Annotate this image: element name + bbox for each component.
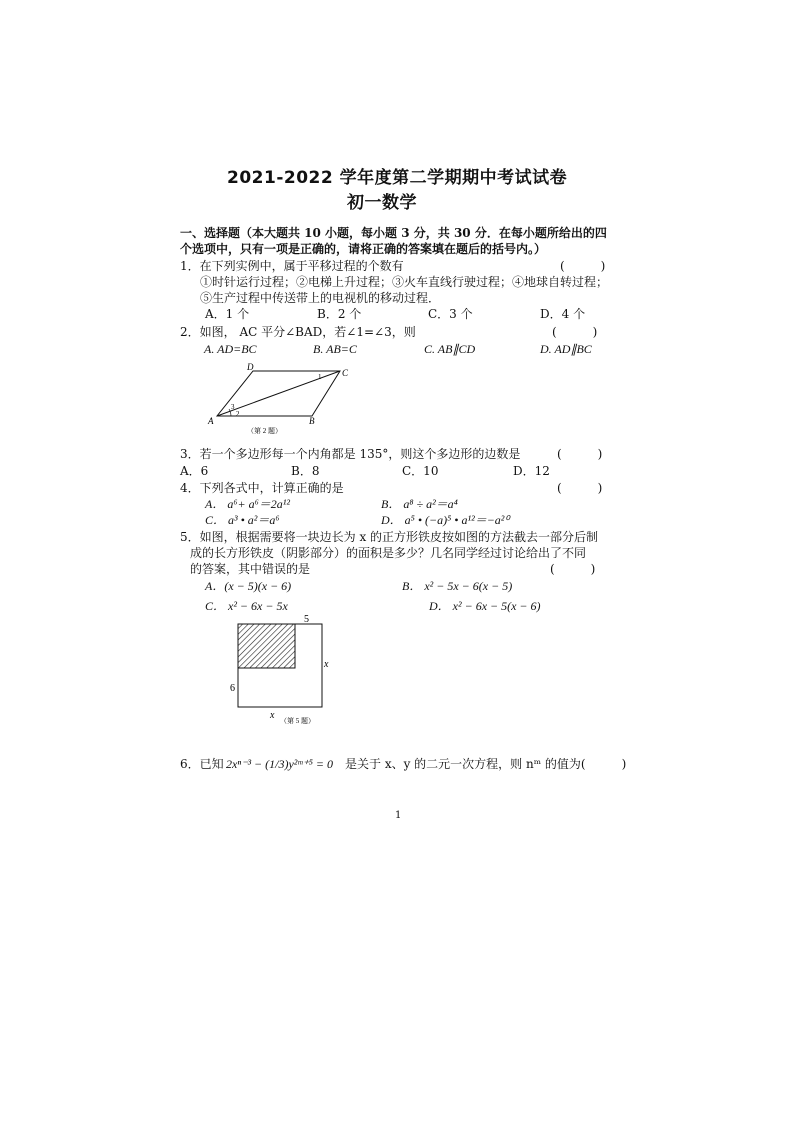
q4-answer-paren: ( ) — [557, 481, 603, 495]
q3-stem: 3．若一个多边形每一个内角都是 135°，则这个多边形的边数是 — [180, 447, 521, 461]
q5-option-d: D． x² − 6x − 5(x − 6) — [429, 599, 541, 613]
q1-option-b: B．2 个 — [317, 307, 362, 321]
q1-option-a: A．1 个 — [205, 307, 250, 321]
label-6: 6 — [230, 683, 235, 694]
q2-figure-caption: （第 2 题） — [247, 427, 282, 435]
q2-answer-paren: ( ) — [552, 325, 598, 339]
q2-parallelogram-figure — [205, 362, 355, 437]
label-angle-2: 2 — [236, 410, 240, 418]
q3-option-d: D．12 — [513, 464, 550, 478]
q2-stem: 2．如图， AC 平分∠BAD，若∠1=∠3，则 — [180, 325, 416, 339]
q2-option-b: B. AB=C — [313, 342, 357, 356]
q4-option-c: C． a³ • a²＝a⁶ — [205, 513, 280, 527]
label-angle-3: 3 — [231, 403, 235, 411]
label-angle-1: 1 — [318, 373, 322, 381]
q4-option-d: D． a⁵ • (−a)⁵ • a¹²＝−a²⁰ — [381, 513, 510, 527]
q6-stem-suffix: 是关于 x、y 的二元一次方程，则 nᵐ 的值为( ) — [345, 757, 627, 771]
page-number: 1 — [395, 810, 402, 821]
q6-stem-prefix: 6．已知 — [180, 757, 224, 771]
label-b: B — [309, 416, 315, 426]
q3-option-a: A．6 — [180, 464, 209, 478]
shaded-rectangle — [238, 624, 295, 668]
q5-stem-line2: 成的长方形铁皮（阴影部分）的面积是多少？几名同学经过讨论给出了不同 — [190, 546, 587, 560]
q5-option-a: A．(x − 5)(x − 6) — [205, 579, 292, 593]
q4-stem: 4．下列各式中，计算正确的是 — [180, 481, 344, 495]
page-title: 2021-2022 学年度第二学期期中考试试卷 — [227, 168, 568, 188]
q3-option-c: C．10 — [402, 464, 439, 478]
q1-option-c: C．3 个 — [428, 307, 473, 321]
q3-answer-paren: ( ) — [557, 447, 603, 461]
q5-option-c: C． x² − 6x − 5x — [205, 599, 288, 613]
label-5: 5 — [304, 614, 309, 625]
label-x-right: x — [324, 659, 329, 670]
q2-option-d: D. AD∥BC — [540, 342, 592, 356]
q5-figure-caption: （第 5 题） — [280, 717, 315, 725]
q1-items-line2: ⑤生产过程中传送带上的电视机的移动过程． — [200, 291, 441, 305]
q4-option-a: A． a⁶+ a⁶＝2a¹² — [205, 497, 290, 511]
q5-square-figure — [226, 612, 346, 728]
q5-option-b: B． x² − 5x − 6(x − 5) — [402, 579, 513, 593]
label-c: C — [342, 368, 349, 378]
label-a: A — [208, 416, 214, 426]
q4-option-b: B． a⁸ ÷ a²＝a⁴ — [381, 497, 458, 511]
q3-option-b: B．8 — [291, 464, 320, 478]
q1-option-d: D．4 个 — [540, 307, 586, 321]
q2-option-c: C. AB∥CD — [424, 342, 476, 356]
label-d: D — [247, 362, 254, 372]
q5-answer-paren: ( ) — [550, 562, 596, 576]
section-heading-line2: 个选项中，只有一项是正确的，请将正确的答案填在题后的括号内。） — [180, 242, 547, 256]
q1-stem: 1．在下列实例中，属于平移过程的个数有 — [180, 259, 404, 273]
q5-stem-line3: 的答案，其中错误的是 — [190, 562, 311, 576]
q1-answer-paren: ( ) — [560, 259, 606, 273]
section-heading-line1: 一、选择题（本大题共 10 小题，每小题 3 分，共 30 分．在每小题所给出的四 — [180, 226, 607, 240]
label-x-bottom: x — [270, 710, 275, 721]
q6-equation: 2xⁿ⁻³ − (1/3)y²ᵐ⁺⁵ = 0 — [226, 757, 333, 771]
q2-option-a: A. AD=BC — [204, 342, 257, 356]
page-subtitle: 初一数学 — [347, 193, 417, 213]
q1-items-line1: ①时针运行过程；②电梯上升过程；③火车直线行驶过程；④地球自转过程； — [200, 275, 609, 289]
q5-stem-line1: 5．如图，根据需要将一块边长为 x 的正方形铁皮按如图的方法截去一部分后制 — [180, 530, 599, 544]
